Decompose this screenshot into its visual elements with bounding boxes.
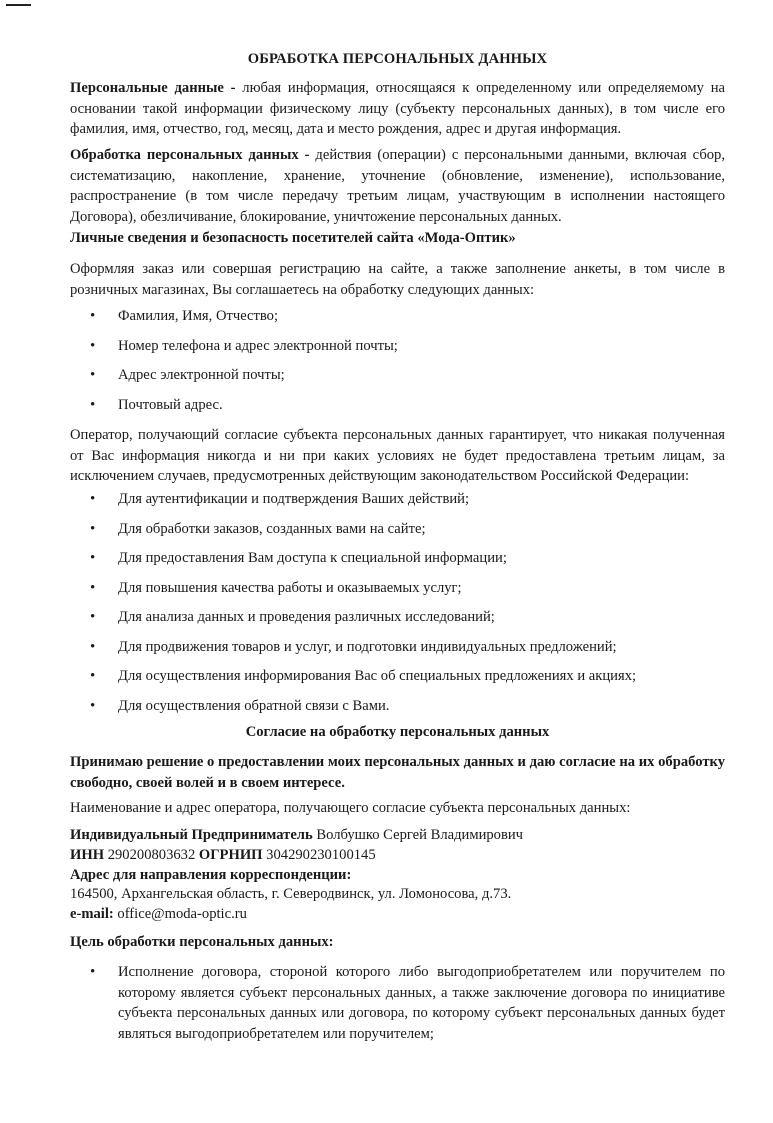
definition-text: любая информация, относящаяся к определенному или определяемому на основании такой информации физическому лицу (субъекту персональных данных), в том числе его фамилия, имя, отчество, год, месяц, дата и место рождения, адрес и другая информация.	[70, 80, 725, 137]
list-item: • Исполнение договора, стороной которого либо выгодоприобретателем или поручителем по которому является субъект персональных данных, а также заключение договора по инициативе субъекта персональных данных или договора, по которому субъект персональных данных будет являться выгодоприобретателем или поручителем;	[70, 962, 725, 1044]
list-item: • Для продвижения товаров и услуг, и подготовки индивидуальных предложений;	[70, 637, 725, 667]
label: Адрес для направления корреспонденции:	[70, 866, 352, 883]
address-line: 164500, Архангельская область, г. Северодвинск, ул. Ломоносова, д.73.	[70, 886, 512, 903]
email-line	[70, 905, 725, 925]
goal-heading	[70, 932, 725, 953]
operator-label	[70, 798, 725, 819]
address-label-line	[70, 866, 725, 886]
purposes-list	[70, 489, 725, 725]
operator-guarantee	[70, 425, 725, 487]
term: Обработка персональных данных -	[70, 147, 310, 163]
list-item: • Для осуществления обратной связи с Вами.	[70, 696, 725, 726]
definition-personal-data	[70, 78, 725, 140]
operator-name-line	[70, 826, 725, 846]
value: 290200803632	[104, 846, 199, 863]
paragraph: Наименование и адрес оператора, получающего согласие субъекта персональных данных:	[70, 800, 631, 816]
value: 304290230100145	[262, 846, 376, 863]
value: Волбушко Сергей Владимирович	[312, 827, 524, 843]
consent-statement	[70, 752, 725, 793]
consent-heading: Согласие на обработку персональных данных	[245, 724, 550, 740]
section-heading-security	[70, 228, 725, 249]
document-title: ОБРАБОТКА ПЕРСОНАЛЬНЫХ ДАННЫХ	[247, 51, 548, 67]
operator-details	[70, 826, 725, 925]
definition-text: действия (операции) с персональными данными, включая сбор, систематизацию, накопление, хранение, уточнение (обновление, изменение), использование, распространение (в том числе передачу третьим лицам, участвующим в исполнении настоящего Договора), обезличивание, блокирование, уничтожение персональных данных.	[70, 147, 725, 225]
operator-ids-line	[70, 846, 725, 866]
list-item: • Номер телефона и адрес электронной почты;	[70, 336, 725, 366]
statement-text: Принимаю решение о предоставлении моих персональных данных и даю согласие на их обработку свободно, своей волей и в своем интересе.	[70, 754, 725, 791]
list-item: • Для обработки заказов, созданных вами на сайте;	[70, 519, 725, 549]
list-item: • Почтовый адрес.	[70, 395, 725, 425]
label: ОГРНИП	[198, 846, 263, 863]
heading-text: Личные сведения и безопасность посетителей сайта «Мода-Оптик»	[70, 230, 516, 246]
definition-processing	[70, 145, 725, 227]
label: Индивидуальный Предприниматель	[70, 827, 313, 843]
list-item: • Для повышения качества работы и оказываемых услуг;	[70, 578, 725, 608]
list-item: • Для аутентификации и подтверждения Ваших действий;	[70, 489, 725, 519]
list-item: • Для осуществления информирования Вас об специальных предложениях и акциях;	[70, 666, 725, 696]
paragraph: Оператор, получающий согласие субъекта персональных данных гарантирует, что никакая полученная от Вас информация никогда и ни при каких условиях не будет предоставлена третьим лицам, за исключением случаев, предусмотренных действующим законодательством Российской Федерации:	[70, 427, 725, 484]
list-item: • Для анализа данных и проведения различных исследований;	[70, 607, 725, 637]
data-items-list	[70, 306, 725, 424]
label: ИНН	[70, 846, 105, 863]
paragraph: Оформляя заказ или совершая регистрацию на сайте, а также заполнение анкеты, в том числе в розничных магазинах, Вы соглашаетесь на обработку следующих данных:	[70, 261, 725, 298]
list-item: • Фамилия, Имя, Отчество;	[70, 306, 725, 336]
email-value: office@moda-optic.ru	[113, 906, 247, 923]
goals-list	[70, 962, 725, 1044]
heading-text: Цель обработки персональных данных:	[70, 934, 334, 950]
consent-intro	[70, 259, 725, 300]
list-item: • Для предоставления Вам доступа к специальной информации;	[70, 548, 725, 578]
list-item: • Адрес электронной почты;	[70, 365, 725, 395]
term: Персональные данные -	[70, 80, 236, 96]
label: e-mail:	[70, 906, 114, 923]
scan-mark	[6, 4, 31, 6]
